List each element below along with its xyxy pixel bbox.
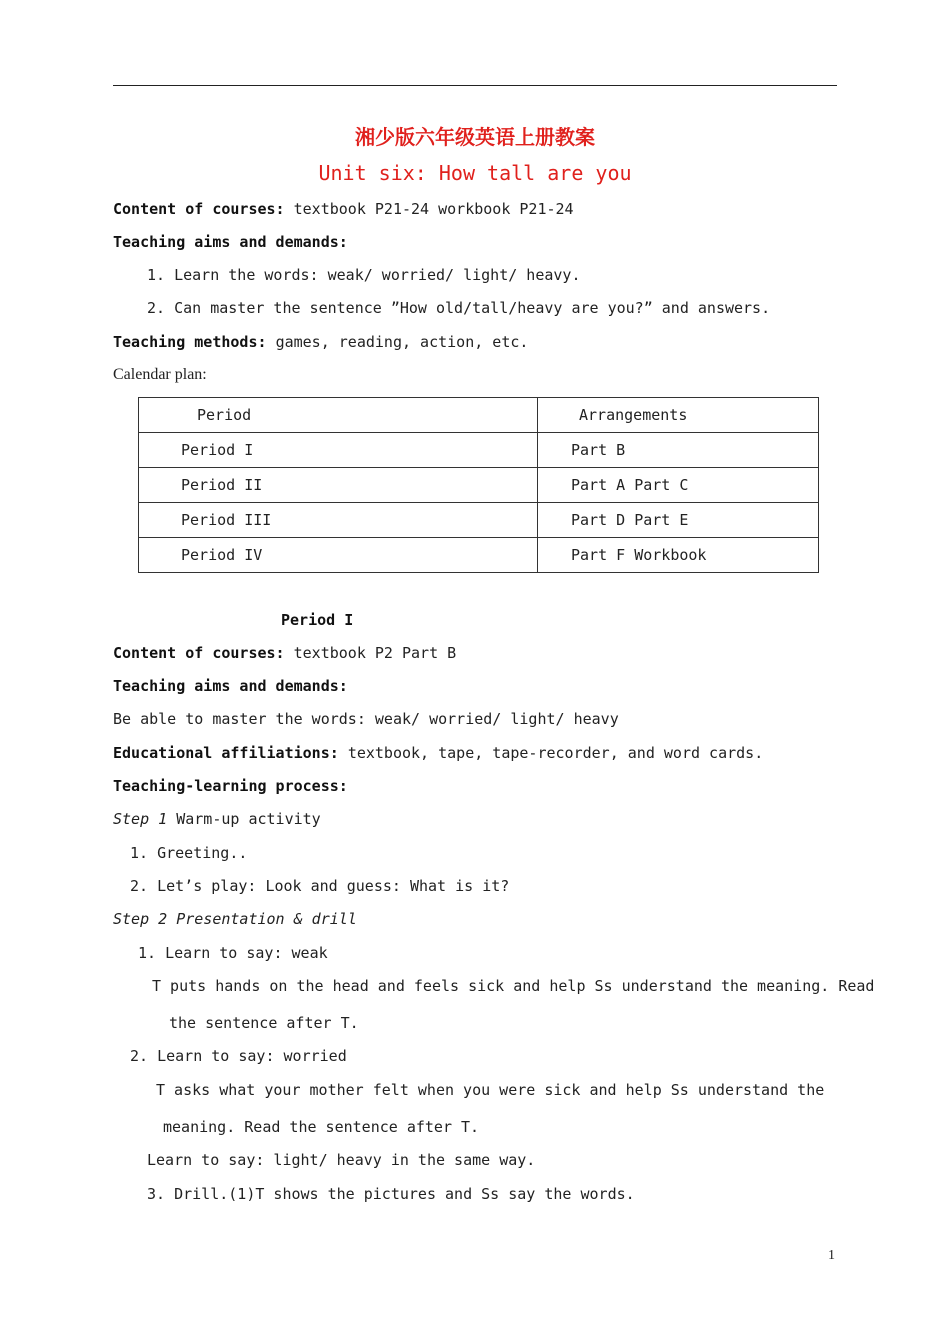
teaching-aims-heading	[113, 232, 348, 252]
content-courses-label: Content of courses:	[113, 200, 285, 218]
document-title-unit: Unit six: How tall are you	[318, 161, 632, 185]
period-aims-text: Be able to master the words: weak/ worried/ light/ heavy	[113, 710, 619, 728]
step2-item-1-description: T puts hands on the head and feels sick and help Ss understand the meaning. Read	[152, 977, 875, 995]
table-cell-period: Period IV	[139, 538, 538, 573]
period-aims-label: Teaching aims and demands:	[113, 677, 348, 695]
step1-text: Warm-up activity	[176, 810, 321, 828]
process-label: Teaching-learning process:	[113, 777, 348, 795]
page-number: 1	[828, 1248, 835, 1263]
document-title-chinese: 湘少版六年级英语上册教案	[355, 125, 595, 149]
step1-line	[113, 809, 321, 829]
step2-same-way: Learn to say: light/ heavy in the same way.	[147, 1151, 536, 1169]
table-cell-arrangement: Part B	[538, 433, 819, 468]
table-cell-period: Period III	[139, 503, 538, 538]
table-cell-arrangement: Part F Workbook	[538, 538, 819, 573]
table-row	[139, 468, 819, 503]
table-cell-arrangement: Part D Part E	[538, 503, 819, 538]
period-content-value: textbook P2 Part B	[293, 644, 457, 662]
step2-item-1: 1. Learn to say: weak	[138, 944, 328, 962]
step2-label: Step 2 Presentation & drill	[113, 910, 357, 928]
table-row	[139, 503, 819, 538]
table-cell-arrangement: Part A Part C	[538, 468, 819, 503]
header-rule	[113, 85, 837, 86]
teaching-methods-value: games, reading, action, etc.	[275, 333, 529, 351]
step1-item-2: 2. Let’s play: Look and guess: What is it?	[130, 877, 510, 895]
table-row	[139, 433, 819, 468]
educational-affiliations-line	[113, 743, 763, 763]
step2-item-2-description-cont: meaning. Read the sentence after T.	[163, 1118, 480, 1136]
period-heading	[281, 610, 353, 630]
content-courses-value: textbook P21-24 workbook P21-24	[293, 200, 574, 218]
process-heading	[113, 776, 348, 796]
table-cell-period: Period I	[139, 433, 538, 468]
period-content-label: Content of courses:	[113, 644, 285, 662]
calendar-plan-label: Calendar plan:	[113, 366, 207, 383]
aim-item-2: 2. Can master the sentence ”How old/tall/heavy are you?” and answers.	[147, 299, 771, 317]
step2-item-3: 3. Drill.(1)T shows the pictures and Ss say the words.	[147, 1185, 635, 1203]
period-content-line	[113, 643, 456, 663]
teaching-methods-label: Teaching methods:	[113, 333, 267, 351]
affiliations-label: Educational affiliations:	[113, 744, 339, 762]
table-row	[139, 538, 819, 573]
affiliations-value: textbook, tape, tape-recorder, and word cards.	[347, 744, 764, 762]
aim-item-1: 1. Learn the words: weak/ worried/ light/ heavy.	[147, 266, 581, 284]
step1-label: Step 1	[113, 810, 168, 828]
header-arrangements: Arrangements	[538, 398, 819, 433]
period-heading-text: Period I	[281, 611, 354, 629]
step2-item-1-description-cont: the sentence after T.	[169, 1014, 359, 1032]
step1-item-1: 1. Greeting..	[130, 844, 248, 862]
table-header-row	[139, 398, 819, 433]
teaching-methods-line	[113, 332, 528, 352]
calendar-plan-table	[138, 397, 819, 573]
header-period: Period	[139, 398, 538, 433]
table-cell-period: Period II	[139, 468, 538, 503]
period-aims-heading	[113, 676, 348, 696]
teaching-aims-label: Teaching aims and demands:	[113, 233, 348, 251]
content-courses-line	[113, 199, 574, 219]
step2-item-2-description: T asks what your mother felt when you were sick and help Ss understand the	[156, 1081, 825, 1099]
step2-item-2: 2. Learn to say: worried	[130, 1047, 347, 1065]
